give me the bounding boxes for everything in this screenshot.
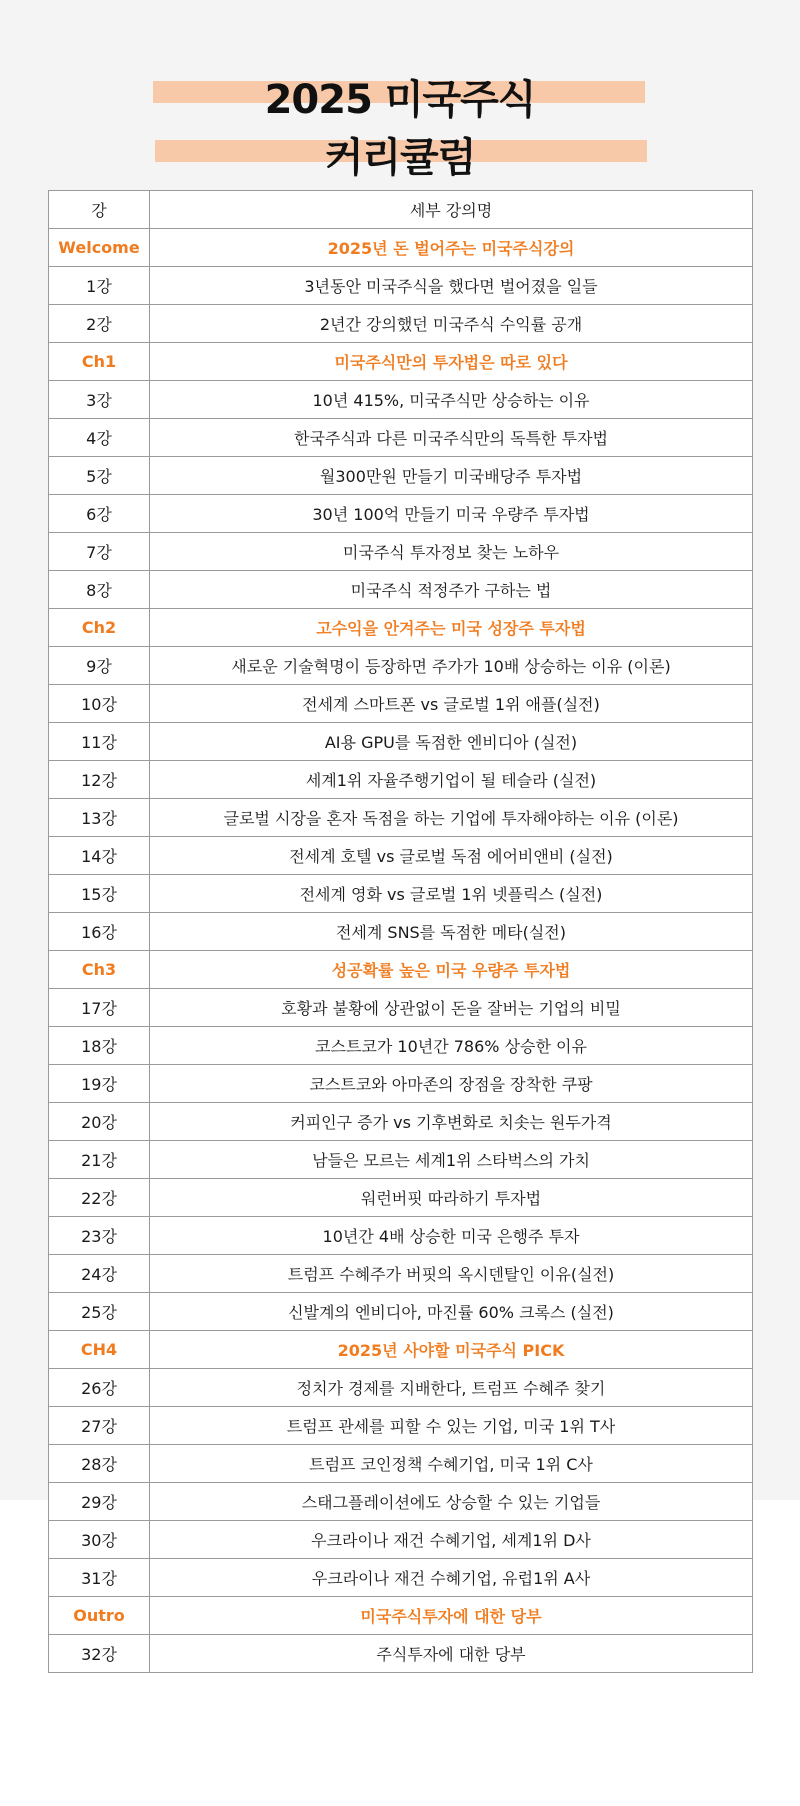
- table-row: [49, 1141, 753, 1179]
- lecture-title: 새로운 기술혁명이 등장하면 주가가 10배 상승하는 이유 (이론): [150, 647, 753, 685]
- lecture-number: 28강: [49, 1445, 150, 1483]
- lecture-number: 17강: [49, 989, 150, 1027]
- lecture-number: 15강: [49, 875, 150, 913]
- lecture-title: 10년간 4배 상승한 미국 은행주 투자: [150, 1217, 753, 1255]
- table-row: [49, 761, 753, 799]
- lecture-number: 25강: [49, 1293, 150, 1331]
- lecture-title: 월300만원 만들기 미국배당주 투자법: [150, 457, 753, 495]
- table-row: [49, 1445, 753, 1483]
- table-row: [49, 1407, 753, 1445]
- chapter-row: [49, 609, 753, 647]
- lecture-title: 우크라이나 재건 수혜기업, 세계1위 D사: [150, 1521, 753, 1559]
- chapter-row: [49, 1597, 753, 1635]
- table-row: [49, 419, 753, 457]
- header-lecture-title: 세부 강의명: [150, 191, 753, 229]
- lecture-number: 11강: [49, 723, 150, 761]
- table-row: [49, 571, 753, 609]
- lecture-title: 미국주식 투자정보 찾는 노하우: [150, 533, 753, 571]
- table-row: [49, 1179, 753, 1217]
- lecture-number: 20강: [49, 1103, 150, 1141]
- table-row: [49, 799, 753, 837]
- lecture-number: 4강: [49, 419, 150, 457]
- table-row: [49, 305, 753, 343]
- lecture-title: AI용 GPU를 독점한 엔비디아 (실전): [150, 723, 753, 761]
- lecture-title: 스태그플레이션에도 상승할 수 있는 기업들: [150, 1483, 753, 1521]
- table-header-row: [49, 191, 753, 229]
- table-row: [49, 1065, 753, 1103]
- table-row: [49, 1293, 753, 1331]
- lecture-number: 26강: [49, 1369, 150, 1407]
- lecture-number: 23강: [49, 1217, 150, 1255]
- lecture-title: 코스트코와 아마존의 장점을 장착한 쿠팡: [150, 1065, 753, 1103]
- lecture-title: 코스트코가 10년간 786% 상승한 이유: [150, 1027, 753, 1065]
- table-row: [49, 1027, 753, 1065]
- lecture-number: 22강: [49, 1179, 150, 1217]
- lecture-number: 3강: [49, 381, 150, 419]
- table-row: [49, 913, 753, 951]
- table-body: [49, 229, 753, 1673]
- table-row: [49, 837, 753, 875]
- chapter-label: CH4: [49, 1331, 150, 1369]
- chapter-title: 2025년 돈 벌어주는 미국주식강의: [150, 229, 753, 267]
- curriculum-table: [48, 190, 753, 1673]
- lecture-number: 5강: [49, 457, 150, 495]
- lecture-title: 전세계 스마트폰 vs 글로벌 1위 애플(실전): [150, 685, 753, 723]
- table-row: [49, 685, 753, 723]
- lecture-title: 호황과 불황에 상관없이 돈을 잘버는 기업의 비밀: [150, 989, 753, 1027]
- lecture-number: 29강: [49, 1483, 150, 1521]
- table-row: [49, 875, 753, 913]
- lecture-number: 12강: [49, 761, 150, 799]
- lecture-number: 1강: [49, 267, 150, 305]
- lecture-number: 10강: [49, 685, 150, 723]
- table-row: [49, 723, 753, 761]
- lecture-number: 30강: [49, 1521, 150, 1559]
- table-row: [49, 495, 753, 533]
- chapter-row: [49, 229, 753, 267]
- lecture-title: 트럼프 관세를 피할 수 있는 기업, 미국 1위 T사: [150, 1407, 753, 1445]
- lecture-title: 남들은 모르는 세계1위 스타벅스의 가치: [150, 1141, 753, 1179]
- lecture-number: 18강: [49, 1027, 150, 1065]
- table-row: [49, 1369, 753, 1407]
- table-row: [49, 647, 753, 685]
- lecture-number: 6강: [49, 495, 150, 533]
- lecture-number: 32강: [49, 1635, 150, 1673]
- table-row: [49, 381, 753, 419]
- table-row: [49, 1217, 753, 1255]
- chapter-row: [49, 343, 753, 381]
- lecture-title: 신발계의 엔비디아, 마진률 60% 크록스 (실전): [150, 1293, 753, 1331]
- lecture-number: 13강: [49, 799, 150, 837]
- lecture-title: 한국주식과 다른 미국주식만의 독특한 투자법: [150, 419, 753, 457]
- lecture-title: 트럼프 수혜주가 버핏의 옥시덴탈인 이유(실전): [150, 1255, 753, 1293]
- lecture-title: 커피인구 증가 vs 기후변화로 치솟는 원두가격: [150, 1103, 753, 1141]
- lecture-title: 워런버핏 따라하기 투자법: [150, 1179, 753, 1217]
- lecture-title: 30년 100억 만들기 미국 우량주 투자법: [150, 495, 753, 533]
- lecture-number: 7강: [49, 533, 150, 571]
- table-row: [49, 1103, 753, 1141]
- lecture-title: 우크라이나 재건 수혜기업, 유럽1위 A사: [150, 1559, 753, 1597]
- chapter-row: [49, 1331, 753, 1369]
- lecture-number: 24강: [49, 1255, 150, 1293]
- chapter-title: 미국주식만의 투자법은 따로 있다: [150, 343, 753, 381]
- lecture-title: 전세계 호텔 vs 글로벌 독점 에어비앤비 (실전): [150, 837, 753, 875]
- table-row: [49, 989, 753, 1027]
- chapter-label: Ch2: [49, 609, 150, 647]
- lecture-title: 10년 415%, 미국주식만 상승하는 이유: [150, 381, 753, 419]
- lecture-title: 전세계 영화 vs 글로벌 1위 넷플릭스 (실전): [150, 875, 753, 913]
- chapter-label: Ch1: [49, 343, 150, 381]
- table-row: [49, 533, 753, 571]
- lecture-title: 정치가 경제를 지배한다, 트럼프 수혜주 찾기: [150, 1369, 753, 1407]
- lecture-number: 14강: [49, 837, 150, 875]
- lecture-title: 2년간 강의했던 미국주식 수익률 공개: [150, 305, 753, 343]
- lecture-title: 전세계 SNS를 독점한 메타(실전): [150, 913, 753, 951]
- chapter-title: 성공확률 높은 미국 우량주 투자법: [150, 951, 753, 989]
- title-line-1: 2025 미국주식: [264, 77, 536, 123]
- chapter-label: Outro: [49, 1597, 150, 1635]
- lecture-number: 8강: [49, 571, 150, 609]
- lecture-title: 트럼프 코인정책 수혜기업, 미국 1위 C사: [150, 1445, 753, 1483]
- lecture-number: 27강: [49, 1407, 150, 1445]
- lecture-number: 19강: [49, 1065, 150, 1103]
- lecture-number: 21강: [49, 1141, 150, 1179]
- title-line-2: 커리큘럼: [324, 135, 476, 181]
- chapter-label: Welcome: [49, 229, 150, 267]
- table-row: [49, 1521, 753, 1559]
- table-row: [49, 1255, 753, 1293]
- lecture-title: 주식투자에 대한 당부: [150, 1635, 753, 1673]
- table-row: [49, 1483, 753, 1521]
- lecture-number: 9강: [49, 647, 150, 685]
- lecture-title: 3년동안 미국주식을 했다면 벌어졌을 일들: [150, 267, 753, 305]
- lecture-title: 미국주식 적정주가 구하는 법: [150, 571, 753, 609]
- chapter-title: 2025년 사야할 미국주식 PICK: [150, 1331, 753, 1369]
- table-row: [49, 267, 753, 305]
- table-row: [49, 1635, 753, 1673]
- lecture-number: 2강: [49, 305, 150, 343]
- chapter-title: 고수익을 안겨주는 미국 성장주 투자법: [150, 609, 753, 647]
- header-lecture-number: 강: [49, 191, 150, 229]
- table-row: [49, 1559, 753, 1597]
- lecture-number: 31강: [49, 1559, 150, 1597]
- chapter-label: Ch3: [49, 951, 150, 989]
- lecture-number: 16강: [49, 913, 150, 951]
- table-row: [49, 457, 753, 495]
- lecture-title: 세계1위 자율주행기업이 될 테슬라 (실전): [150, 761, 753, 799]
- chapter-row: [49, 951, 753, 989]
- chapter-title: 미국주식투자에 대한 당부: [150, 1597, 753, 1635]
- lecture-title: 글로벌 시장을 혼자 독점을 하는 기업에 투자해야하는 이유 (이론): [150, 799, 753, 837]
